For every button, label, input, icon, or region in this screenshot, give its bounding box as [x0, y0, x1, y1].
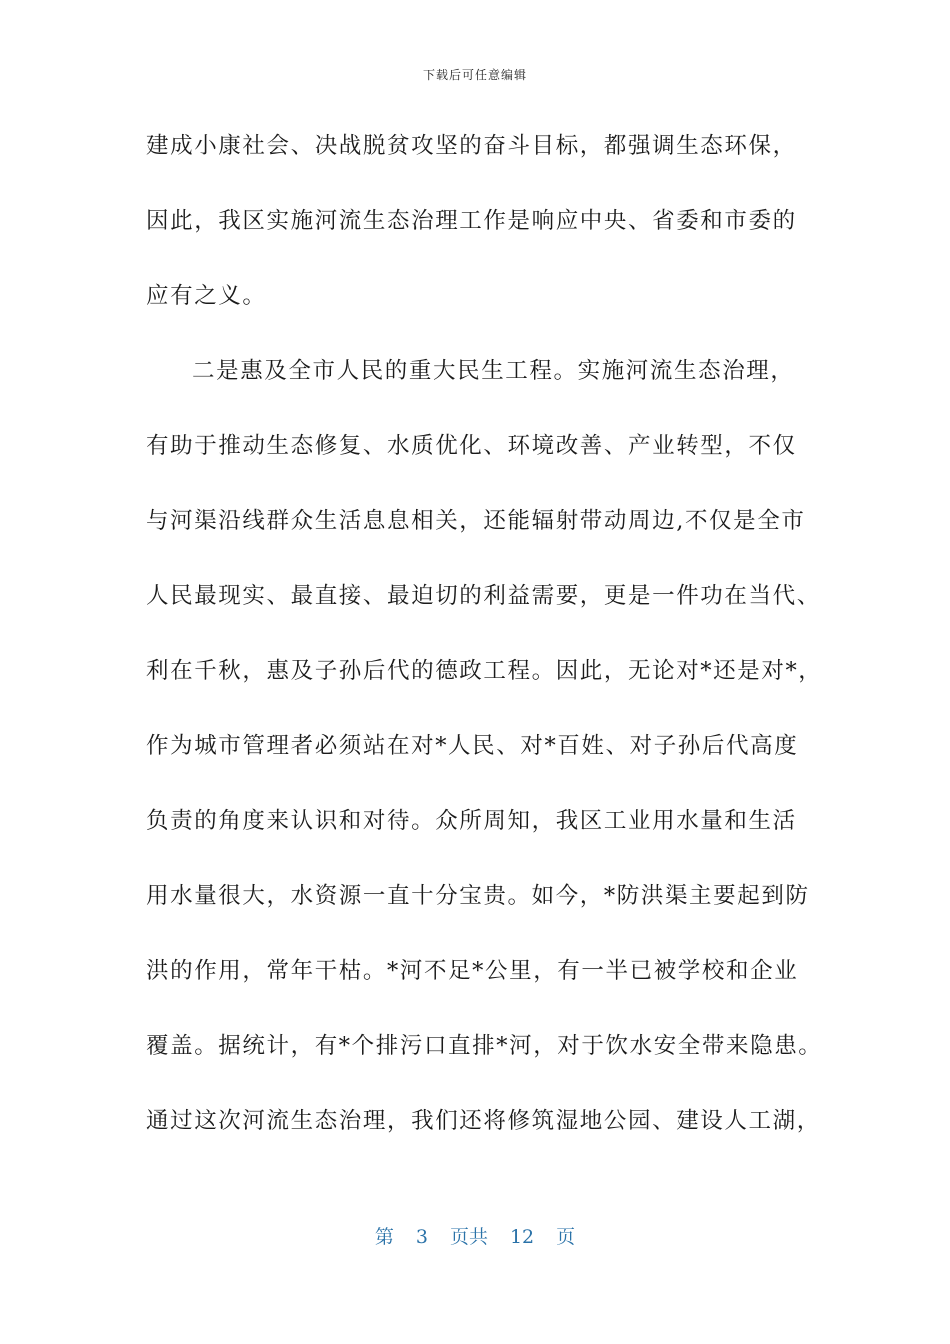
text-line: 与河渠沿线群众生活息息相关，还能辐射带动周边,不仅是全市	[146, 508, 806, 534]
total-pages-number: 12	[509, 1226, 535, 1248]
text-line: 通过这次河流生态治理，我们还将修筑湿地公园、建设人工湖，	[146, 1108, 821, 1134]
text-line: 负责的角度来认识和对待。众所周知，我区工业用水量和生活	[146, 808, 797, 834]
text-line: 用水量很大，水资源一直十分宝贵。如今，*防洪渠主要起到防	[146, 883, 810, 909]
header-note: 下载后可任意编辑	[422, 68, 527, 82]
text-line: 覆盖。据统计，有*个排污口直排*河，对于饮水安全带来隐患。	[146, 1033, 823, 1059]
text-line: 利在千秋，惠及子孙后代的德政工程。因此，无论对*还是对*，	[146, 658, 823, 684]
page-mid-label: 页共	[449, 1226, 488, 1248]
paragraph-start-line: 二是惠及全市人民的重大民生工程。实施河流生态治理，	[192, 358, 795, 384]
text-line: 应有之义。	[146, 283, 267, 309]
page-prefix: 第	[374, 1226, 394, 1248]
text-line: 建成小康社会、决战脱贫攻坚的奋斗目标，都强调生态环保，	[146, 133, 797, 159]
page-number-footer	[0, 1222, 950, 1249]
body-text	[146, 122, 823, 1172]
text-line: 作为城市管理者必须站在对*人民、对*百姓、对子孙后代高度	[146, 733, 799, 759]
text-line: 有助于推动生态修复、水质优化、环境改善、产业转型，不仅	[146, 433, 797, 459]
current-page-number: 3	[415, 1226, 428, 1248]
text-line: 洪的作用，常年干枯。*河不足*公里，有一半已被学校和企业	[146, 958, 799, 984]
text-line: 因此，我区实施河流生态治理工作是响应中央、省委和市委的	[146, 208, 797, 234]
page-suffix: 页	[556, 1226, 576, 1248]
text-line: 人民最现实、最直接、最迫切的利益需要，更是一件功在当代、	[146, 583, 821, 609]
